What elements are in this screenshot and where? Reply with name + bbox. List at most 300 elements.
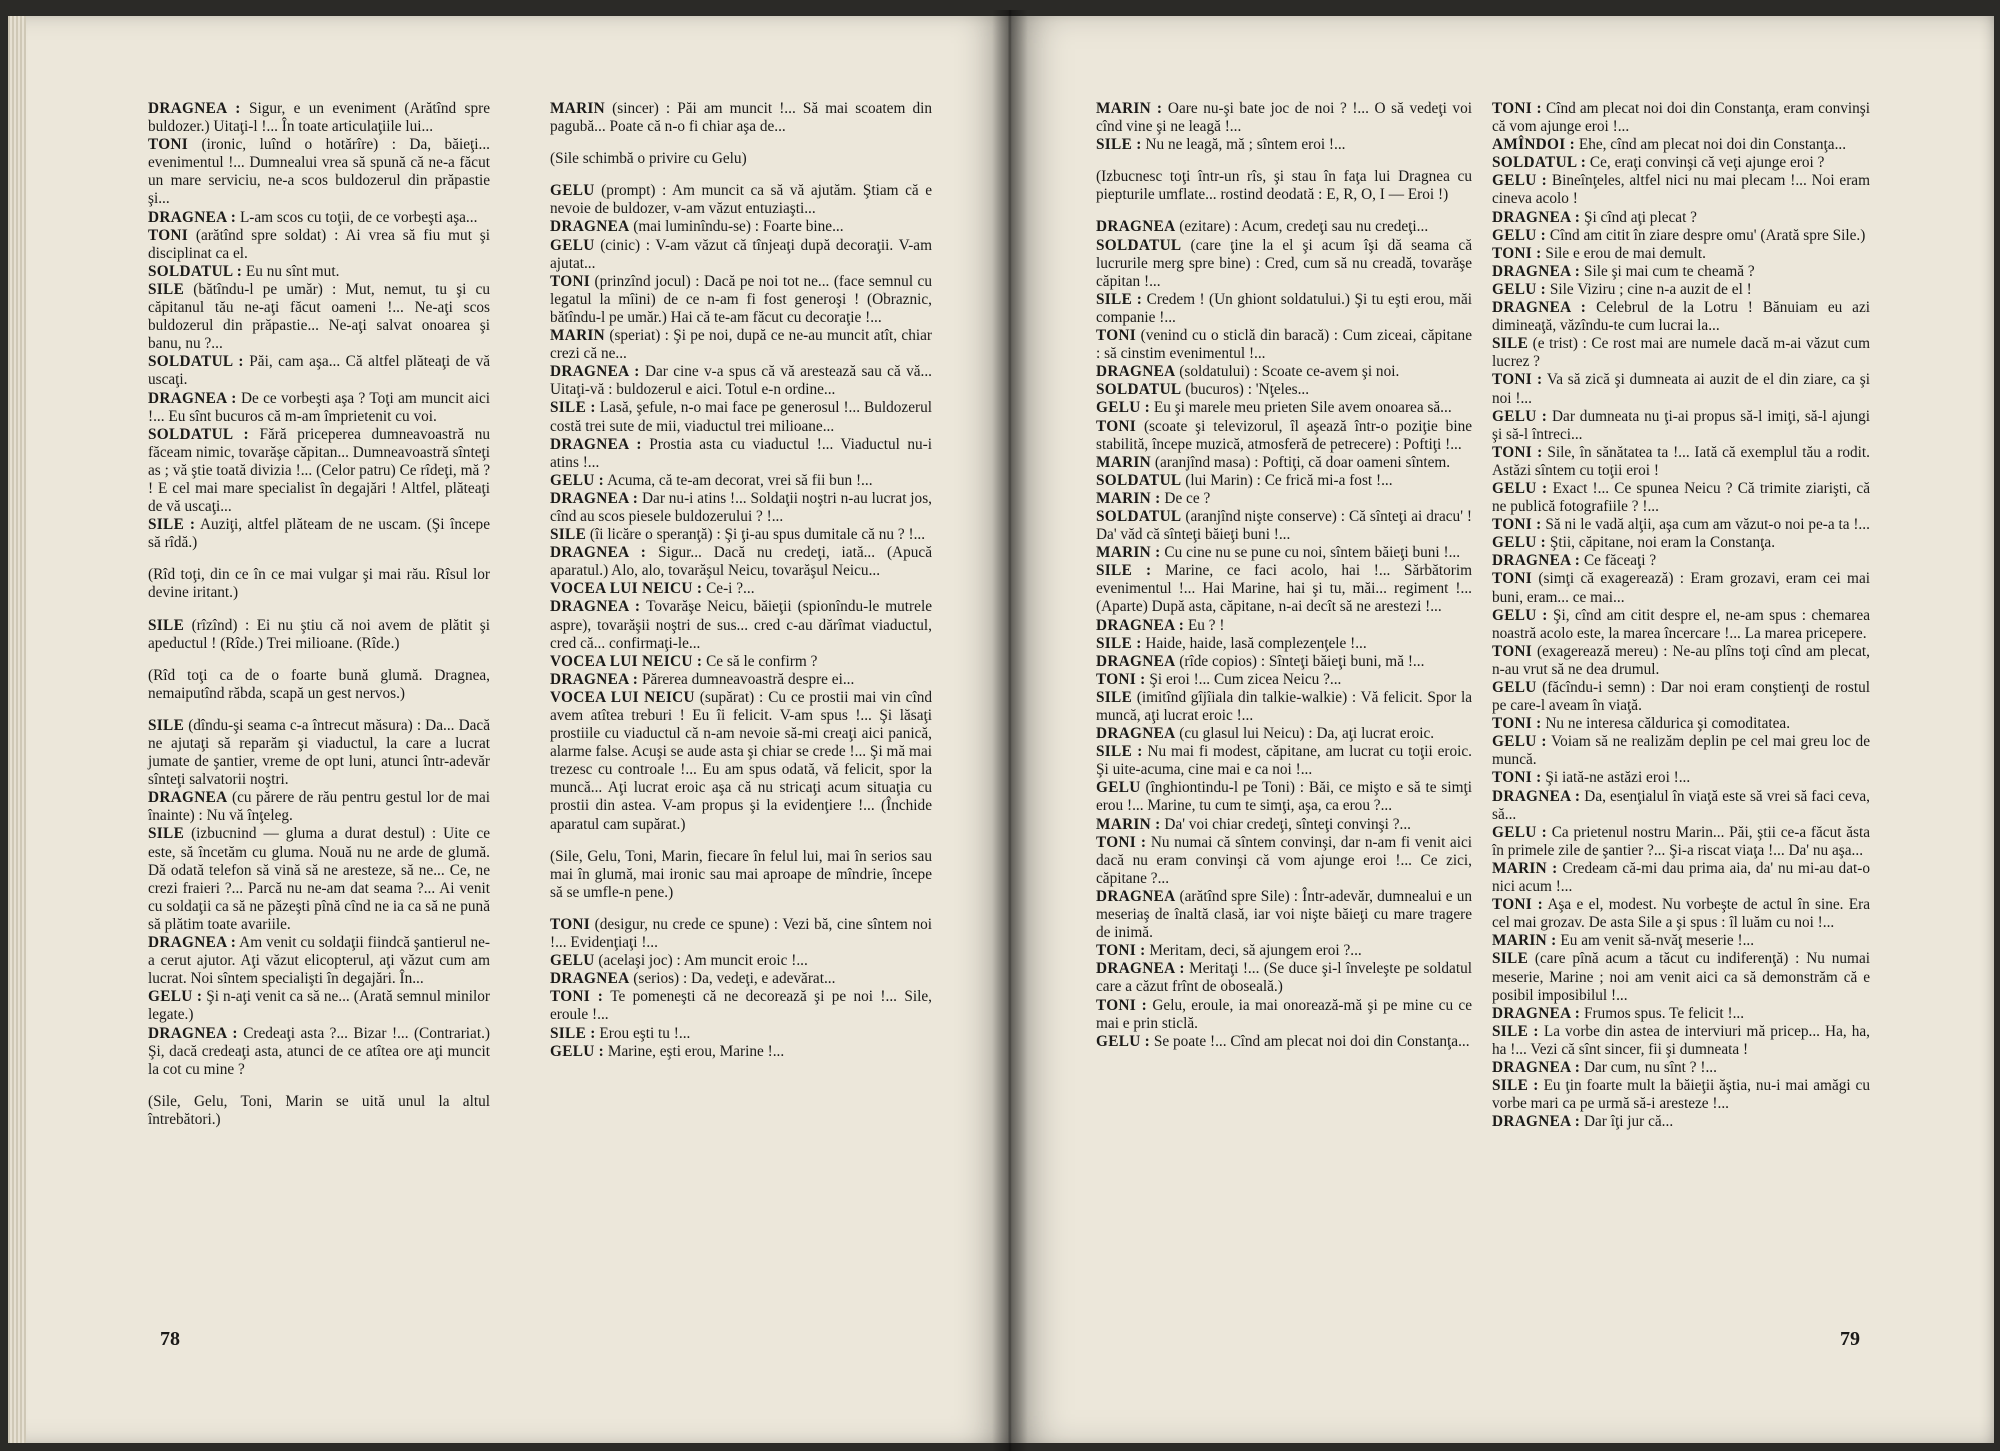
- speaker-name: DRAGNEA: [1096, 652, 1176, 670]
- speaker-name: MARIN :: [1096, 815, 1161, 833]
- dialogue-line: [1492, 733, 1870, 769]
- dialogue-line: [1492, 552, 1870, 570]
- dialogue-line: [1096, 381, 1472, 399]
- speaker-name: GELU :: [1492, 606, 1548, 624]
- speaker-name: GELU :: [1492, 172, 1548, 190]
- line-text: Meritam, deci, să ajungem eroi ?...: [1149, 942, 1362, 960]
- speaker-name: GELU :: [1096, 1032, 1151, 1050]
- speaker-name: DRAGNEA :: [550, 598, 641, 616]
- line-text: (care ţine la el şi acum îşi dă seama că lucrurile merg spre bine) : Cred, cum să nu creadă, tovarăşe căpitan !...: [1096, 236, 1473, 290]
- line-text: Am venit cu soldaţii fiindcă şantierul ne-a cerut ajutor. Aţi văzut elicopterul, aţi văzut cum am lucrat. Noi sîntem specialişti în degajări. În...: [148, 934, 490, 988]
- speaker-name: VOCEA LUI NEICU: [550, 688, 695, 706]
- dialogue-line: [550, 273, 932, 327]
- dialogue-line: [1096, 834, 1472, 888]
- speaker-name: SILE: [148, 616, 185, 634]
- line-text: Eu şi marele meu prieten Sile avem onoarea să...: [1153, 399, 1452, 417]
- speaker-name: DRAGNEA :: [1096, 960, 1185, 978]
- dialogue-line: [1492, 1113, 1870, 1131]
- speaker-name: TONI: [1096, 417, 1137, 435]
- dialogue-line: [1096, 997, 1472, 1033]
- line-text: Credem ! (Un ghiont soldatului.) Şi tu eşti erou, măi companie !...: [1096, 290, 1472, 326]
- speaker-name: GELU :: [1492, 226, 1547, 244]
- line-text: Meritaţi !... (Se duce şi-l înveleşte pe soldatul care a căzut frînt de oboseală.): [1096, 960, 1472, 996]
- speaker-name: SILE: [148, 825, 185, 843]
- speaker-name: GELU :: [1492, 479, 1548, 497]
- dialogue-line: [148, 717, 490, 789]
- line-text: De ce ?: [1164, 489, 1211, 507]
- speaker-name: MARIN: [1096, 453, 1152, 471]
- dialogue-line: [1096, 816, 1472, 834]
- line-text: Cînd am citit în ziare despre omu' (Arată spre Sile.): [1549, 226, 1866, 244]
- speaker-name: GELU :: [148, 988, 203, 1006]
- speaker-name: GELU :: [550, 1042, 605, 1060]
- line-text: Sile şi mai cum te cheamă ?: [1583, 262, 1755, 280]
- speaker-name: SOLDATUL :: [148, 425, 249, 443]
- dialogue-line: [1492, 408, 1870, 444]
- speaker-name: MARIN: [550, 100, 606, 117]
- stage-direction: [550, 848, 932, 902]
- line-text: (scoate şi televizorul, îl aşează într-o poziţie bine stabilită, începe muzică, atmosferă de petrecere) : Poftiţi !...: [1096, 417, 1473, 453]
- line-text: Acuma, că te-am decorat, vrei să fii bun !...: [607, 471, 873, 489]
- line-text: Ehe, cînd am plecat noi doi din Constanţa...: [1578, 136, 1847, 154]
- line-text: Dar dumneata nu ţi-ai propus să-l imiţi, să-l ajungi şi să-l întreci...: [1492, 407, 1871, 443]
- dialogue-line: [1096, 237, 1472, 291]
- dialogue-line: [148, 934, 490, 988]
- speaker-name: SILE :: [1096, 743, 1143, 761]
- dialogue-line: [550, 970, 932, 988]
- line-text: Şi n-aţi venit ca să ne... (Arată semnul minilor legate.): [148, 988, 490, 1024]
- line-text: Tovarăşe Neicu, băieţii (spionîndu-le mutrele aspre), tovarăşii noştri de sus... cred c-au dărîmat viaductul, cred că... confirmaţi-le...: [550, 598, 932, 652]
- dialogue-line: [1492, 932, 1870, 950]
- speaker-name: SILE: [148, 280, 185, 298]
- speaker-name: GELU :: [1492, 407, 1548, 425]
- speaker-name: DRAGNEA :: [1492, 1004, 1581, 1022]
- dialogue-line: [1492, 788, 1870, 824]
- dialogue-line: [550, 363, 932, 399]
- line-text: (dîndu-şi seama c-a întrecut măsura) : Da... Dacă ne ajutaţi să reparăm şi viaductul, la care a lucrat jumate de şantier, vreme de opt luni, atunci într-adevăr sînteţi salvatorii noştri.: [148, 716, 491, 789]
- speaker-name: TONI :: [550, 988, 604, 1006]
- dialogue-line: [1096, 544, 1472, 562]
- line-text: Şi eroi !... Cum zicea Neicu ?...: [1149, 670, 1342, 688]
- line-text: Credeaţi asta ?... Bizar !... (Contrariat.) Şi, dacă credeaţi asta, atunci de ce atîtea ore aţi muncit la cot cu mine ?: [148, 1024, 490, 1078]
- speaker-name: GELU :: [550, 471, 605, 489]
- line-text: Sigur... Dacă nu credeţi, iată... (Apucă aparatul.) Alo, alo, tovarăşul Neicu, tovarăşul Neicu...: [550, 544, 932, 580]
- dialogue-line: [148, 825, 490, 934]
- line-text: (Rîd toţi, din ce în ce mai vulgar şi mai rău. Rîsul lor devine iritant.): [148, 566, 490, 602]
- line-text: (supărat) : Cu ce prostii mai vin cînd avem atîtea treburi ! Eu îi felicit. V-am spus !... Şi lăsaţi prostiile cu viaductul că n-am nevoie să-mi creaţi aici panică, alarme false. Acuşi se aude asta şi chiar se crede !... Şi mă mai trezesc cu controale !... Eu am spus odată, vă felicit, spor la muncă... Aţi lucrat eroic aşa că nu stricaţi acum situaţia cu prostii din astea. V-am propus şi la evidenţiere !... (Închide aparatul cam supărat.): [550, 688, 933, 833]
- line-text: (ezitare) : Acum, credeţi sau nu credeţi...: [1179, 218, 1429, 236]
- speaker-name: DRAGNEA :: [1492, 299, 1587, 317]
- speaker-name: SILE: [550, 526, 587, 544]
- speaker-name: SILE: [1492, 950, 1529, 968]
- line-text: Dar cum, nu sînt ? !...: [1583, 1058, 1717, 1076]
- line-text: La vorbe din astea de interviuri mă pricep... Ha, ha, ha !... Vezi că sînt sincer, fii şi dumneata !: [1492, 1022, 1870, 1058]
- speaker-name: SILE :: [1096, 136, 1142, 154]
- dialogue-line: [148, 227, 490, 263]
- speaker-name: SILE :: [1492, 1077, 1539, 1095]
- speaker-name: GELU: [550, 236, 595, 254]
- line-text: (simţi că exagerează) : Eram grozavi, eram cei mai buni, eram... ce mai...: [1492, 570, 1870, 606]
- speaker-name: SILE: [1492, 335, 1529, 353]
- speaker-name: MARIN: [550, 327, 606, 345]
- line-text: (izbucnind — gluma a durat destul) : Uite ce este, să încetăm cu gluma. Nouă nu ne arde de glumă. Dă odată telefon să vină să ne aresteze, să ne... Ce, ne crezi fraieri ?... Parcă nu ne-am dat seama ?... Ai venit cu soldaţii ca să ne păzeşti pînă cînd ne ia ca să ne pună să plătim toate avariile.: [148, 825, 490, 933]
- speaker-name: DRAGNEA :: [1492, 1058, 1581, 1076]
- speaker-name: DRAGNEA :: [148, 934, 237, 952]
- line-text: Exact !... Ce spunea Neicu ? Că trimite ziarişti, că ne publică fotografiile ? !...: [1492, 479, 1870, 516]
- line-text: Ca prietenul nostru Marin... Păi, ştii ce-a făcut ăsta în primele zile de şantier ?... Şi-a riscat viaţa !... Da' nu aşa...: [1492, 823, 1870, 859]
- line-text: Nu ne interesa căldurica şi comoditatea.: [1545, 715, 1791, 733]
- line-text: Cu cine nu se pune cu noi, sîntem băieţi buni !...: [1164, 544, 1461, 562]
- stage-direction: [550, 150, 932, 168]
- dialogue-line: [1492, 534, 1870, 552]
- speaker-name: TONI :: [1492, 896, 1543, 914]
- speaker-name: DRAGNEA :: [1492, 787, 1581, 805]
- dialogue-line: [1096, 562, 1472, 616]
- line-text: Dar nu-i atins !... Soldaţii noştri n-au lucrat jos, cînd au scos piesele buldozerului ? !...: [550, 489, 932, 525]
- line-text: Sile e erou de mai demult.: [1545, 244, 1706, 262]
- line-text: (exagerează mereu) : Ne-au plîns toţi cînd am plecat, n-au vrut să ne dea drumul.: [1492, 642, 1870, 678]
- speaker-name: TONI :: [1492, 100, 1542, 117]
- dialogue-line: [148, 209, 490, 227]
- line-text: (ironic, luînd o hotărîre) : Da, băieţi... evenimentul !... Dumnealui vrea să spună că ne-a făcut un mare serviciu, ne-a scos buldozerul din prăpastie şi...: [148, 136, 490, 208]
- column-1: [148, 100, 490, 1143]
- dialogue-line: [1492, 136, 1870, 154]
- dialogue-line: [1096, 490, 1472, 508]
- line-text: Sile Viziru ; cine n-a auzit de el !: [1549, 280, 1752, 298]
- line-text: Da, esenţialul în viaţă este să vrei să faci ceva, să...: [1492, 787, 1870, 823]
- speaker-name: TONI: [1096, 327, 1137, 345]
- dialogue-line: [1096, 454, 1472, 472]
- dialogue-line: [550, 598, 932, 652]
- page-number-left: 78: [160, 1328, 180, 1350]
- dialogue-line: [1492, 281, 1870, 299]
- dialogue-line: [1492, 860, 1870, 896]
- dialogue-line: [1492, 444, 1870, 480]
- speaker-name: DRAGNEA :: [1096, 616, 1185, 634]
- line-text: (aranjînd masa) : Poftiţi, că doar oameni sîntem.: [1154, 453, 1451, 471]
- dialogue-line: [550, 237, 932, 273]
- dialogue-line: [1492, 1005, 1870, 1023]
- speaker-name: GELU :: [1492, 823, 1547, 841]
- dialogue-line: [1492, 172, 1870, 208]
- speaker-name: TONI :: [1492, 715, 1542, 733]
- line-text: (arătînd spre Sile) : Într-adevăr, dumnealui e un meseriaş de înaltă clasă, iar voi nişte băieţi cu mare tragere de inimă.: [1096, 887, 1472, 942]
- speaker-name: SILE :: [550, 399, 596, 417]
- speaker-name: DRAGNEA: [1096, 363, 1176, 381]
- line-text: (sincer) : Păi am muncit !... Să mai scoatem din pagubă... Poate că n-o fi chiar aşa de...: [550, 100, 932, 136]
- dialogue-line: [1096, 508, 1472, 544]
- line-text: Nu ne leagă, mă ; sîntem eroi !...: [1145, 136, 1346, 154]
- column-3: [1096, 100, 1472, 1051]
- dialogue-line: [550, 100, 932, 136]
- line-text: Şi, cînd am citit despre el, ne-am spus : chemarea noastră acolo este, la marea încercare !... La marea pricepere.: [1492, 606, 1870, 642]
- dialogue-line: [148, 136, 490, 208]
- speaker-name: MARIN :: [1492, 859, 1558, 877]
- dialogue-line: [148, 516, 490, 552]
- speaker-name: GELU: [1096, 779, 1141, 797]
- line-text: (Sile, Gelu, Toni, Marin se uită unul la altul întrebători.): [148, 1092, 490, 1128]
- speaker-name: TONI :: [1492, 371, 1543, 389]
- dialogue-line: [148, 988, 490, 1024]
- line-text: Ce-i ?...: [706, 580, 755, 598]
- speaker-name: TONI :: [1096, 996, 1148, 1014]
- line-text: Haide, haide, lasă complezenţele !...: [1145, 634, 1367, 652]
- dialogue-line: [550, 472, 932, 490]
- speaker-name: SOLDATUL :: [1492, 154, 1587, 172]
- dialogue-line: [1492, 570, 1870, 606]
- line-text: Ce, eraţi convinşi că veţi ajunge eroi ?: [1589, 154, 1825, 172]
- line-text: (soldatului) : Scoate ce-avem şi noi.: [1179, 363, 1400, 381]
- speaker-name: TONI: [1492, 570, 1533, 588]
- line-text: Te pomeneşti că ne decorează şi pe noi !... Sile, eroule !...: [550, 988, 932, 1024]
- speaker-name: SILE: [148, 716, 185, 734]
- line-text: Dar îţi jur că...: [1583, 1113, 1674, 1131]
- speaker-name: TONI: [148, 226, 189, 244]
- dialogue-line: [550, 653, 932, 671]
- speaker-name: SOLDATUL: [1096, 507, 1182, 525]
- line-text: Păi, cam aşa... Că altfel plăteaţi de vă uscaţi.: [148, 353, 491, 389]
- speaker-name: MARIN :: [1096, 489, 1161, 507]
- line-text: Va să zică şi dumneata ai auzit de el din ziare, ca şi noi !...: [1492, 371, 1870, 407]
- speaker-name: TONI :: [1492, 244, 1542, 262]
- speaker-name: GELU :: [1492, 733, 1547, 751]
- line-text: Fără priceperea dumneavoastră nu făceam nimic, tovarăşe căpitan... Dumneavoastră sînteţi as ; vă ştie toată divizia !... (Celor patru) Ce rîdeţi, mă ? ! E cel mai mare specialist în degajări ! Altfel, plăteaţi de vă uscaţi...: [148, 425, 491, 516]
- dialogue-line: [550, 490, 932, 526]
- speaker-name: TONI :: [1096, 833, 1147, 851]
- dialogue-line: [1492, 516, 1870, 534]
- line-text: Auziţi, altfel plăteam de ne uscam. (Şi începe să rîdă.): [148, 516, 490, 552]
- dialogue-line: [1096, 689, 1472, 725]
- speaker-name: DRAGNEA :: [1492, 262, 1581, 280]
- dialogue-line: [148, 100, 490, 136]
- dialogue-line: [1096, 653, 1472, 671]
- dialogue-line: [148, 617, 490, 653]
- dialogue-line: [550, 988, 932, 1024]
- dialogue-line: [1096, 363, 1472, 381]
- line-text: Marine, ce faci acolo, hai !... Sărbătorim evenimentul !... Hai Marine, hai şi tu, măi... regiment !... (Aparte) După asta, căpitane, n-ai decît să ne arestezi !...: [1096, 562, 1473, 616]
- line-text: Şi cînd aţi plecat ?: [1583, 208, 1697, 226]
- speaker-name: DRAGNEA: [1096, 887, 1176, 905]
- dialogue-line: [1492, 371, 1870, 407]
- dialogue-line: [1096, 779, 1472, 815]
- dialogue-line: [550, 218, 932, 236]
- dialogue-line: [1096, 725, 1472, 743]
- speaker-name: TONI: [550, 915, 591, 933]
- dialogue-line: [1492, 1023, 1870, 1059]
- dialogue-line: [1492, 1077, 1870, 1113]
- line-text: Ce făceaţi ?: [1583, 552, 1657, 570]
- dialogue-line: [550, 182, 932, 218]
- speaker-name: MARIN :: [1492, 932, 1557, 950]
- line-text: (speriat) : Şi pe noi, după ce ne-au muncit atît, chiar crezi că ne...: [550, 327, 932, 363]
- dialogue-line: [1492, 480, 1870, 516]
- line-text: Dar cine v-a spus că vă arestează sau că vă... Uitaţi-vă : buldozerul e aici. Totul e-n ordine...: [550, 363, 932, 399]
- dialogue-line: [550, 671, 932, 689]
- dialogue-line: [1096, 960, 1472, 996]
- speaker-name: DRAGNEA :: [1492, 208, 1581, 226]
- speaker-name: DRAGNEA: [550, 970, 630, 988]
- speaker-name: DRAGNEA :: [1492, 1113, 1581, 1131]
- speaker-name: SILE :: [1096, 290, 1143, 308]
- dialogue-line: [1492, 1059, 1870, 1077]
- line-text: Gelu, eroule, ia mai onorează-mă şi pe mine cu ce mai e prin sticlă.: [1096, 996, 1473, 1032]
- line-text: Celebrul de la Lotru ! Bănuiam eu azi dimineaţă, văzîndu-te cum lucrai la...: [1492, 299, 1870, 335]
- dialogue-line: [148, 353, 490, 389]
- dialogue-line: [1096, 671, 1472, 689]
- line-text: Sigur, e un eveniment (Arătînd spre buldozer.) Uitaţi-l !... În toate articulaţiile lui...: [148, 100, 490, 136]
- dialogue-line: [550, 689, 932, 834]
- dialogue-line: [1096, 327, 1472, 363]
- column-2: [550, 100, 932, 1061]
- speaker-name: TONI :: [1096, 942, 1146, 960]
- line-text: L-am scos cu toţii, de ce vorbeşti aşa...: [239, 208, 478, 226]
- line-text: Ce să le confirm ?: [706, 652, 818, 670]
- dialogue-line: [550, 544, 932, 580]
- speaker-name: SOLDATUL: [1096, 381, 1182, 399]
- dialogue-line: [148, 426, 490, 516]
- speaker-name: SILE :: [148, 516, 196, 534]
- speaker-name: GELU :: [1096, 399, 1151, 417]
- speaker-name: DRAGNEA :: [550, 489, 639, 507]
- line-text: (desigur, nu crede ce spune) : Vezi bă, cine sîntem noi !... Evidenţiaţi !...: [550, 915, 933, 952]
- dialogue-line: [1096, 291, 1472, 327]
- line-text: Se poate !... Cînd am plecat noi doi din Constanţa...: [1153, 1032, 1470, 1050]
- line-text: (Izbucnesc toţi într-un rîs, şi stau în faţa lui Dragnea cu piepturile umflate... rostind deodată : E, R, O, I — Eroi !): [1096, 168, 1472, 204]
- speaker-name: DRAGNEA :: [550, 435, 642, 453]
- line-text: (cu glasul lui Neicu) : Da, aţi lucrat eroic.: [1179, 725, 1435, 743]
- line-text: (bătîndu-l pe umăr) : Mut, nemut, tu şi cu căpitanul tău ne-aţi făcut oameni !... Ne-aţi scos buldozerul din prăpastie... Ne-aţi salvat onoarea şi banu, nu ?...: [148, 280, 490, 353]
- line-text: (mai luminîndu-se) : Foarte bine...: [633, 218, 844, 236]
- line-text: Nu mai fi modest, căpitane, am lucrat cu toţii eroic. Şi uite-acuma, cine mai e ca noi !...: [1096, 743, 1472, 779]
- line-text: (făcîndu-i semn) : Dar noi eram conştienţi de rostul pe care-l aveam în viaţă.: [1492, 679, 1871, 715]
- speaker-name: DRAGNEA :: [148, 1024, 238, 1042]
- speaker-name: GELU: [550, 182, 595, 200]
- speaker-name: SILE: [1096, 688, 1133, 706]
- line-text: (rîde copios) : Sînteţi băieţi buni, mă !...: [1179, 652, 1425, 670]
- speaker-name: DRAGNEA: [1096, 218, 1176, 236]
- dialogue-line: [550, 580, 932, 598]
- speaker-name: TONI: [550, 272, 591, 290]
- speaker-name: SOLDATUL :: [148, 262, 243, 280]
- line-text: (prompt) : Am muncit ca să vă ajutăm. Ştiam că e nevoie de buldozer, v-am văzut entuziaşti...: [550, 182, 932, 218]
- dialogue-line: [1096, 100, 1472, 136]
- speaker-name: TONI :: [1492, 443, 1543, 461]
- speaker-name: TONI :: [1492, 769, 1542, 787]
- dialogue-line: [1096, 218, 1472, 236]
- dialogue-line: [1096, 942, 1472, 960]
- speaker-name: DRAGNEA :: [148, 100, 241, 117]
- line-text: (îi licăre o speranţă) : Şi ţi-au spus dumitale că nu ? !...: [589, 526, 926, 544]
- line-text: (cu părere de rău pentru gestul lor de mai înainte) : Nu vă înţeleg.: [148, 789, 490, 825]
- dialogue-line: [1096, 399, 1472, 417]
- line-text: Eu ţin foarte mult la băieţii ăştia, nu-i mai amăgi cu vorbe mari ca pe urmă să-i aresteze !...: [1492, 1077, 1870, 1113]
- line-text: (lui Marin) : Ce frică mi-a fost !...: [1185, 471, 1393, 489]
- line-text: (prinzînd jocul) : Dacă pe noi tot ne... (face semnul cu legatul la mîini) de ce n-am fi fost generoşi ! (Obraznic, bătîndu-l pe umăr.) Hai că te-am făcut cu decoraţie !...: [550, 272, 932, 326]
- dialogue-line: [148, 281, 490, 353]
- speaker-name: DRAGNEA: [1096, 725, 1176, 743]
- dialogue-line: [1492, 209, 1870, 227]
- speaker-name: SOLDATUL :: [148, 353, 244, 371]
- line-text: Frumos spus. Te felicit !...: [1583, 1004, 1745, 1022]
- column-4: [1492, 100, 1870, 1131]
- dialogue-line: [550, 399, 932, 435]
- dialogue-line: [1492, 679, 1870, 715]
- speaker-name: DRAGNEA :: [1492, 552, 1581, 570]
- dialogue-line: [1492, 769, 1870, 787]
- line-text: Credeam că-mi dau prima aia, da' nu mi-au dat-o nici acum !...: [1492, 859, 1870, 896]
- line-text: (arătînd spre soldat) : Ai vrea să fiu mut şi disciplinat ca el.: [148, 226, 491, 262]
- dialogue-line: [1492, 335, 1870, 371]
- line-text: (Rîd toţi ca de o foarte bună glumă. Dragnea, nemaiputînd răbda, scapă un gest nervos.): [148, 666, 490, 702]
- line-text: Cînd am plecat noi doi din Constanţa, eram convinşi că vom ajunge eroi !...: [1492, 100, 1871, 136]
- line-text: Marine, eşti erou, Marine !...: [607, 1042, 785, 1060]
- dialogue-line: [1492, 896, 1870, 932]
- speaker-name: SILE :: [1096, 634, 1142, 652]
- dialogue-line: [1492, 263, 1870, 281]
- line-text: (serios) : Da, vedeţi, e adevărat...: [633, 970, 836, 988]
- speaker-name: GELU: [550, 952, 595, 970]
- speaker-name: MARIN :: [1096, 544, 1161, 562]
- dialogue-line: [1492, 245, 1870, 263]
- speaker-name: DRAGNEA: [148, 789, 228, 807]
- dialogue-line: [1492, 950, 1870, 1004]
- speaker-name: SILE :: [1096, 562, 1152, 580]
- dialogue-line: [1492, 299, 1870, 335]
- speaker-name: DRAGNEA :: [550, 670, 639, 688]
- line-text: Lasă, şefule, n-o mai face pe generosul !... Buldozerul costă trei sute de mii, viaductul trei milioane...: [550, 399, 932, 435]
- speaker-name: TONI: [1492, 642, 1533, 660]
- speaker-name: TONI :: [1096, 670, 1146, 688]
- dialogue-line: [148, 390, 490, 426]
- line-text: (bucuros) : 'Nţeles...: [1185, 381, 1310, 399]
- stage-direction: [148, 566, 490, 602]
- speaker-name: SILE :: [1492, 1022, 1539, 1040]
- line-text: Erou eşti tu !...: [599, 1024, 691, 1042]
- speaker-name: DRAGNEA :: [148, 389, 237, 407]
- line-text: Părerea dumneavoastră despre ei...: [641, 670, 855, 688]
- speaker-name: DRAGNEA: [550, 218, 630, 236]
- line-text: (aranjînd nişte conserve) : Că sînteţi ai dracu' ! Da' văd că sînteţi băieţi buni !...: [1096, 507, 1472, 544]
- line-text: Prostia asta cu viaductul !... Viaductul nu-i atins !...: [550, 435, 932, 471]
- line-text: Voiam să ne realizăm deplin pe cel mai greu loc de muncă.: [1492, 733, 1870, 769]
- speaker-name: SOLDATUL: [1096, 471, 1182, 489]
- dialogue-line: [1096, 743, 1472, 779]
- dialogue-line: [1096, 472, 1472, 490]
- line-text: (e trist) : Ce rost mai are numele dacă m-ai văzut cum lucrez ?: [1492, 335, 1870, 371]
- speaker-name: DRAGNEA :: [550, 363, 640, 381]
- page-edges: [8, 16, 26, 1443]
- speaker-name: MARIN :: [1096, 100, 1163, 117]
- page-number-right: 79: [1840, 1328, 1860, 1350]
- speaker-name: SOLDATUL: [1096, 236, 1182, 254]
- line-text: Eu nu sînt mut.: [245, 262, 340, 280]
- dialogue-line: [148, 789, 490, 825]
- speaker-name: DRAGNEA :: [550, 544, 647, 562]
- line-text: (care pînă acum a tăcut cu indiferenţă) : Nu numai meserie, Marine ; noi am venit aici ca să demonstrăm că e posibil imposibilul !...: [1492, 950, 1870, 1004]
- dialogue-line: [1492, 607, 1870, 643]
- dialogue-line: [1096, 635, 1472, 653]
- line-text: Şi iată-ne astăzi eroi !...: [1545, 769, 1691, 787]
- stage-direction: [148, 1093, 490, 1129]
- dialogue-line: [550, 1025, 932, 1043]
- dialogue-line: [1492, 227, 1870, 245]
- dialogue-line: [1096, 418, 1472, 454]
- speaker-name: GELU :: [1492, 280, 1547, 298]
- stage-direction: [148, 667, 490, 703]
- dialogue-line: [1096, 136, 1472, 154]
- line-text: De ce vorbeşti aşa ? Toţi am muncit aici !... Eu sînt bucuros că m-am împrietenit cu voi.: [148, 389, 490, 425]
- line-text: Bineînţeles, altfel nici nu mai plecam !... Noi eram cineva acolo !: [1492, 172, 1870, 208]
